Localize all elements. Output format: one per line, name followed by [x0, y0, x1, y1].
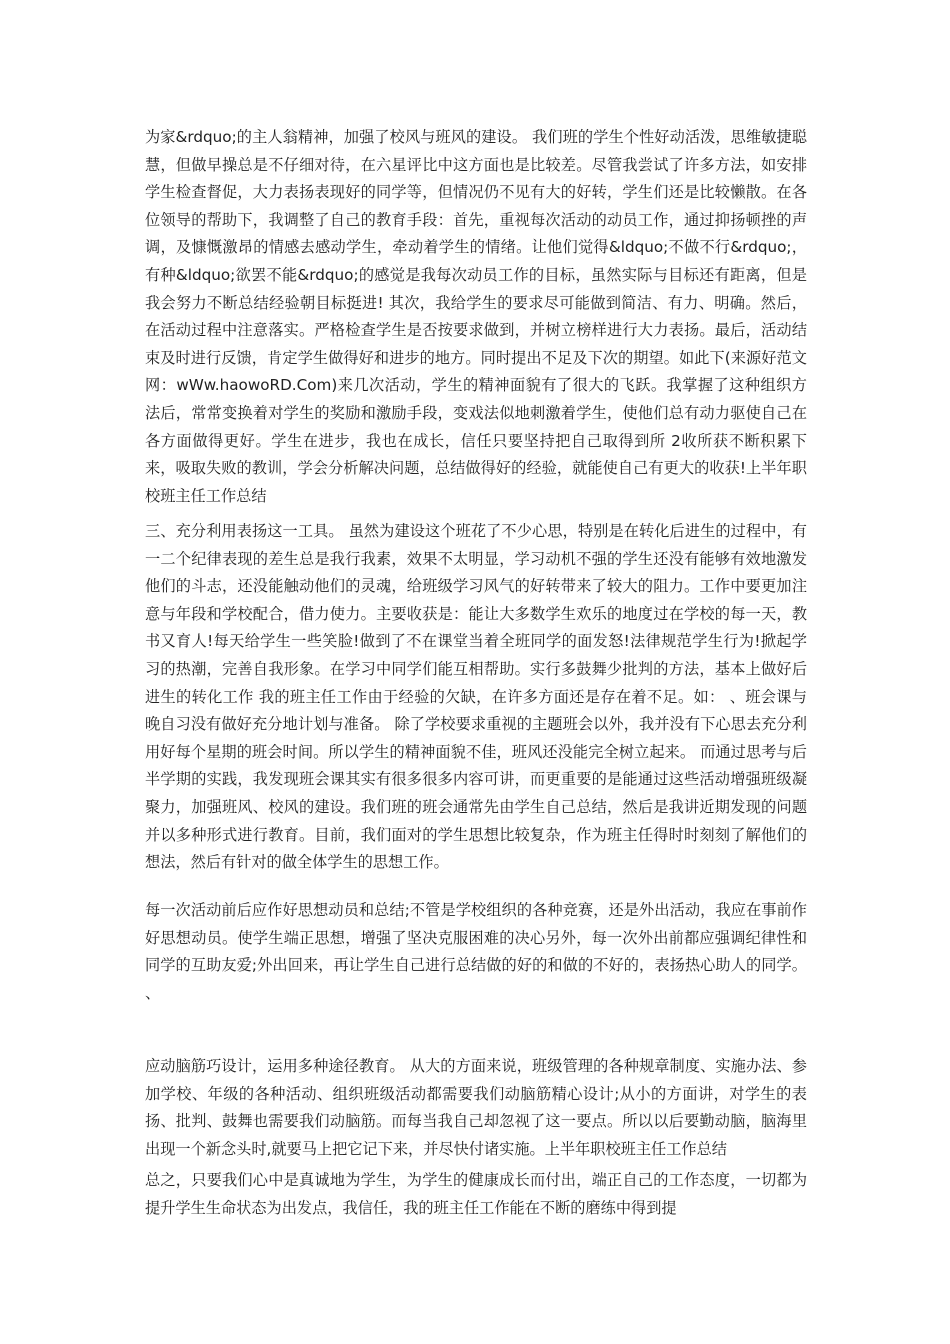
paragraph-4: 应动脑筋巧设计，运用多种途径教育。 从大的方面来说，班级管理的各种规章制度、实施办法、参加学校、年级的各种活动、组织班级活动都需要我们动脑筋精心设计;从小的方面讲，对学生的表扬、批判、鼓舞也需要我们动脑筋。而每当我自己却忽视了这一要点。所以以后要勤动脑，脑海里出现一个新念头时,就要马上把它记下来，并尽快付诸实施。上半年职校班主任工作总结: [145, 1057, 807, 1158]
paragraph-3: 每一次活动前后应作好思想动员和总结;不管是学校组织的各种竞赛，还是外出活动，我应在事前作好思想动员。使学生端正思想，增强了坚决克服困难的决心另外，每一次外出前都应强调纪律性和同学的互助友爱;外出回来，再让学生自己进行总结做的好的和做的不好的，表扬热心助人的同学。 、: [145, 901, 807, 1002]
paragraph-1: 为家&rdquo;的主人翁精神，加强了校风与班风的建设。 我们班的学生个性好动活泼，思维敏捷聪慧，但做早操总是不仔细对待，在六星评比中这方面也是比较差。尽管我尝试了许多方法，如安排学生检查督促，大力表扬表现好的同学等，但情况仍不见有大的好转，学生们还是比较懒散。在各位领导的帮助下，我调整了自己的教育手段：首先，重视每次活动的动员工作，通过抑扬顿挫的声调，及慷慨激昂的情感去感动学生，牵动着学生的情绪。让他们觉得&ldquo;不做不行&rdquo;，有种&ldquo;欲罢不能&rdquo;的感觉是我每次动员工作的目标，虽然实际与目标还有距离，但是我会努力不断总结经验朝目标挺进! 其次，我给学生的要求尽可能做到简洁、有力、明确。然后，在活动过程中注意落实。严格检查学生是否按要求做到，并树立榜样进行大力表扬。最后，活动结束及时进行反馈，肯定学生做得好和进步的地方。同时提出不足及下次的期望。如此下(来源好范文网：wWw.haowoRD.Com)来几次活动，学生的精神面貌有了很大的飞跃。我掌握了这种组织方法后，常常变换着对学生的奖励和激励手段，变戏法似地刺激着学生，使他们总有动力驱使自己在各方面做得更好。学生在进步，我也在成长，信任只要坚持把自己取得到所 2收所获不断积累下来，吸取失败的教训，学会分析解决问题，总结做得好的经验，就能使自己有更大的收获!上半年职校班主任工作总结: [145, 128, 807, 505]
paragraph-2: 三、充分利用表扬这一工具。 虽然为建设这个班花了不少心思，特别是在转化后进生的过程中，有一二个纪律表现的差生总是我行我素，效果不太明显，学习动机不强的学生还没有能够有效地激发他们的斗志，还没能触动他们的灵魂，给班级学习风气的好转带来了较大的阻力。工作中要更加注意与年段和学校配合，借力使力。主要收获是：能让大多数学生欢乐的地度过在学校的每一天，教书又育人!每天给学生一些笑脸!做到了不在课堂当着全班同学的面发怒!法律规范学生行为!掀起学习的热潮，完善自我形象。在学习中同学们能互相帮助。实行多鼓舞少批判的方法，基本上做好后进生的转化工作 我的班主任工作由于经验的欠缺，在许多方面还是存在着不足。如： 、班会课与晚自习没有做好充分地计划与准备。 除了学校要求重视的主题班会以外，我并没有下心思去充分利用好每个星期的班会时间。所以学生的精神面貌不佳，班风还没能完全树立起来。 而通过思考与后半学期的实践，我发现班会课其实有很多很多内容可讲，而更重要的是能通过这些活动增强班级凝聚力，加强班风、校风的建设。我们班的班会通常先由学生自己总结，然后是我讲近期发现的问题并以多种形式进行教育。目前，我们面对的学生思想比较复杂，作为班主任得时时刻刻了解他们的想法，然后有针对的做全体学生的思想工作。: [145, 522, 807, 872]
paragraph-5: 总之，只要我们心中是真诚地为学生，为学生的健康成长而付出，端正自己的工作态度，一切都为提升学生生命状态为出发点，我信任，我的班主任工作能在不断的磨练中得到提: [145, 1171, 807, 1217]
